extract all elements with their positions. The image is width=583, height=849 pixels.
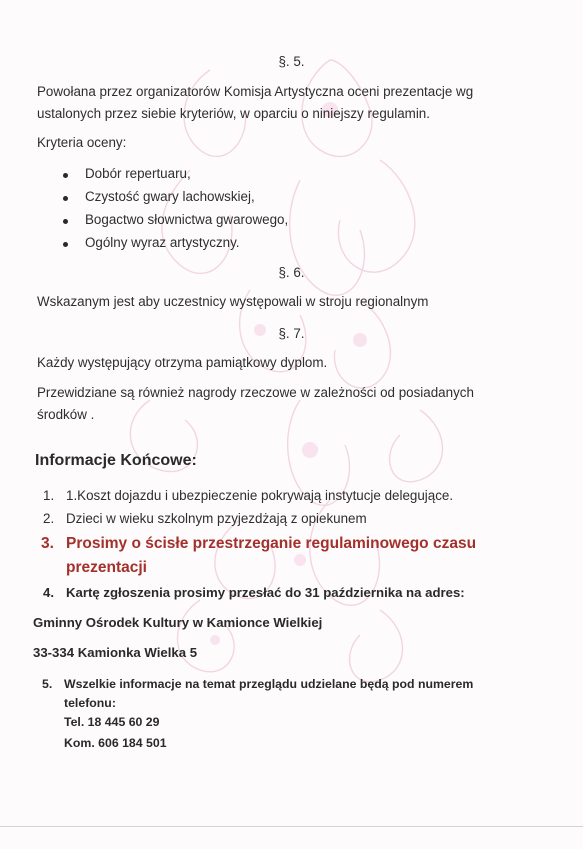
criteria-item: Czystość gwary lachowskiej, — [85, 189, 255, 204]
bullet-icon — [63, 173, 68, 178]
criteria-label: Kryteria oceny: — [37, 135, 127, 150]
section-7-paragraph-2-line1: Przewidziane są również nagrody rzeczowe w zależności od posiadanych — [37, 385, 474, 400]
list-item-highlighted-line2: prezentacji — [66, 559, 147, 576]
list-item-number: 4. — [43, 585, 54, 600]
list-item: Dzieci w wieku szkolnym pzyjezdżają z opiekunem — [66, 511, 367, 526]
criteria-item: Dobór repertuaru, — [85, 166, 191, 181]
section-7-heading: §. 7. — [278, 326, 305, 341]
section-5-paragraph-line2: ustalonych przez siebie kryteriów, w oparciu o niniejszy regulamin. — [37, 106, 430, 121]
section-5-heading: §. 5. — [278, 54, 305, 69]
bullet-icon — [63, 242, 68, 247]
page-edge-line — [0, 826, 583, 827]
bullet-icon — [63, 196, 68, 201]
criteria-item: Bogactwo słownictwa gwarowego, — [85, 212, 289, 227]
phone-number: Tel. 18 445 60 29 — [64, 715, 160, 729]
list-item-number: 5. — [42, 677, 53, 691]
list-item-number: 2. — [43, 511, 55, 526]
mobile-number: Kom. 606 184 501 — [64, 736, 167, 750]
address-line-1: Gminny Ośrodek Kultury w Kamionce Wielkiej — [33, 615, 323, 630]
criteria-item: Ogólny wyraz artystyczny. — [85, 235, 240, 250]
contact-text-line2: telefonu: — [64, 696, 116, 710]
section-5-paragraph-line1: Powołana przez organizatorów Komisja Artystyczna oceni prezentacje wg — [37, 84, 474, 99]
section-7-paragraph-2-line2: środków . — [37, 407, 95, 422]
list-item: 1.Koszt dojazdu i ubezpieczenie pokrywają instytucje delegujące. — [66, 488, 454, 503]
bullet-icon — [63, 219, 68, 224]
list-item-highlighted-line1: Prosimy o ścisłe przestrzeganie regulaminowego czasu — [66, 535, 477, 552]
section-7-paragraph-1: Każdy występujący otrzyma pamiątkowy dyplom. — [37, 355, 328, 370]
final-info-heading: Informacje Końcowe: — [35, 452, 197, 469]
address-line-2: 33-334 Kamionka Wielka 5 — [33, 645, 198, 660]
list-item-number: 1. — [43, 488, 55, 503]
section-6-heading: §. 6. — [278, 265, 305, 280]
section-6-paragraph: Wskazanym jest aby uczestnicy występowali w stroju regionalnym — [37, 294, 429, 309]
contact-text-line1: Wszelkie informacje na temat przeglądu udzielane będą pod numerem — [64, 677, 474, 691]
list-item: Kartę zgłoszenia prosimy przesłać do 31 października na adres: — [66, 585, 465, 600]
list-item-number: 3. — [41, 535, 54, 552]
